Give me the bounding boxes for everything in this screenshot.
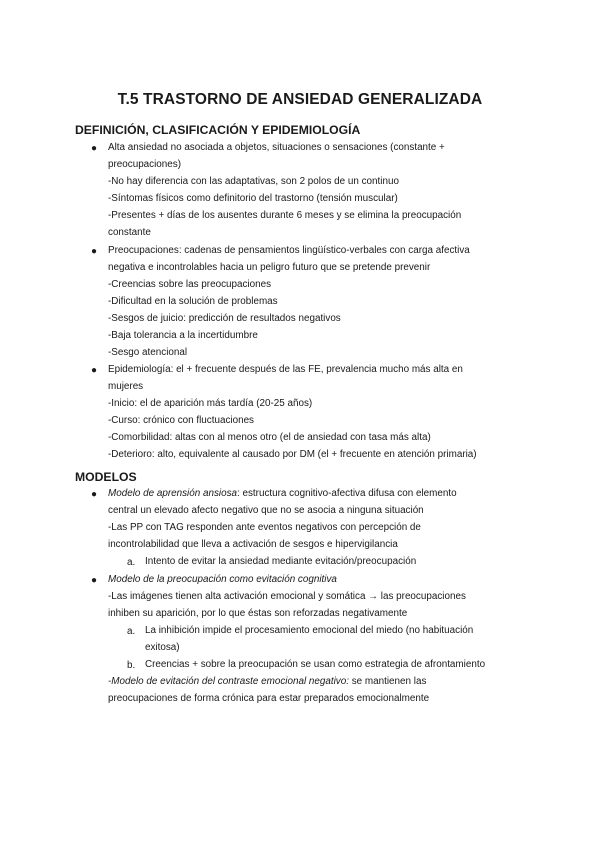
section-heading-modelos: MODELOS bbox=[75, 470, 137, 484]
section-heading-definicion: DEFINICIÓN, CLASIFICACIÓN Y EPIDEMIOLOGÍA bbox=[75, 123, 361, 137]
text-line: Preocupaciones: cadenas de pensamientos lingüístico-verbales con carga afectiva bbox=[108, 245, 470, 256]
bullet-dot: ● bbox=[91, 575, 98, 586]
text-line: -Creencias sobre las preocupaciones bbox=[108, 279, 272, 290]
text-line: -Comorbilidad: altas con al menos otro (el de ansiedad con tasa más alta) bbox=[108, 432, 431, 443]
text-line: -Baja tolerancia a la incertidumbre bbox=[108, 330, 258, 341]
text-line: mujeres bbox=[108, 381, 144, 392]
text-line: -Inicio: el de aparición más tardía (20-25 años) bbox=[108, 398, 313, 409]
text-line: -Sesgos de juicio: predicción de resultados negativos bbox=[108, 313, 341, 324]
text-line: Epidemiología: el + frecuente después de las FE, prevalencia mucho más alta en bbox=[108, 364, 463, 375]
model-name: Modelo de la preocupación como evitación cognitiva bbox=[108, 574, 337, 585]
model-name: -Modelo de evitación del contraste emocional negativo: bbox=[108, 676, 349, 687]
text-line: Intento de evitar la ansiedad mediante evitación/preocupación bbox=[145, 556, 417, 567]
text-line: -Curso: crónico con fluctuaciones bbox=[108, 415, 254, 426]
model-description: : estructura cognitivo-afectiva difusa con elemento bbox=[237, 488, 457, 499]
enum-marker: b. bbox=[127, 660, 136, 671]
page-title: T.5 TRASTORNO DE ANSIEDAD GENERALIZADA bbox=[117, 91, 483, 108]
text-line: inhiben su aparición, por lo que éstas son reforzadas negativamente bbox=[108, 608, 408, 619]
text-line bbox=[108, 488, 457, 500]
text-line: -Las PP con TAG responden ante eventos negativos con percepción de bbox=[108, 522, 421, 533]
model-name: Modelo de aprensión ansiosa bbox=[108, 488, 238, 499]
enum-marker: a. bbox=[127, 626, 136, 637]
bullet-dot: ● bbox=[91, 365, 98, 376]
text-line: central un elevado afecto negativo que no se asocia a ninguna situación bbox=[108, 505, 424, 516]
text-line: La inhibición impide el procesamiento emocional del miedo (no habituación bbox=[145, 625, 474, 636]
text-line: negativa e incontrolables hacia un peligro futuro que se pretende prevenir bbox=[108, 262, 431, 273]
text-line: constante bbox=[108, 227, 151, 238]
text-line: -Sesgo atencional bbox=[108, 347, 188, 358]
enum-marker: a. bbox=[127, 557, 136, 568]
text-line bbox=[108, 676, 426, 688]
text-line: Alta ansiedad no asociada a objetos, situaciones o sensaciones (constante + bbox=[108, 142, 445, 153]
text-line: -Síntomas físicos como definitorio del trastorno (tensión muscular) bbox=[108, 193, 398, 204]
model-description: se mantienen las bbox=[348, 676, 427, 687]
text-line: -Deterioro: alto, equivalente al causado por DM (el + frecuente en atención primaria) bbox=[108, 449, 477, 460]
bullet-dot: ● bbox=[91, 489, 98, 500]
text-line: preocupaciones) bbox=[108, 159, 182, 170]
text-line: -Dificultad en la solución de problemas bbox=[108, 296, 278, 307]
text-line: -Presentes + días de los ausentes durante 6 meses y se elimina la preocupación bbox=[108, 210, 462, 221]
text-line: incontrolabilidad que lleva a activación de sesgos e hipervigilancia bbox=[108, 539, 398, 550]
text-line: Creencias + sobre la preocupación se usan como estrategia de afrontamiento bbox=[145, 659, 486, 670]
text-line: -Las imágenes tienen alta activación emocional y somática → las preocupaciones bbox=[108, 591, 466, 602]
text-line: preocupaciones de forma crónica para estar preparados emocionalmente bbox=[108, 693, 430, 704]
text-line: -No hay diferencia con las adaptativas, son 2 polos de un continuo bbox=[108, 176, 399, 187]
bullet-dot: ● bbox=[91, 246, 98, 257]
text-line: exitosa) bbox=[145, 642, 180, 653]
bullet-dot: ● bbox=[91, 143, 98, 154]
